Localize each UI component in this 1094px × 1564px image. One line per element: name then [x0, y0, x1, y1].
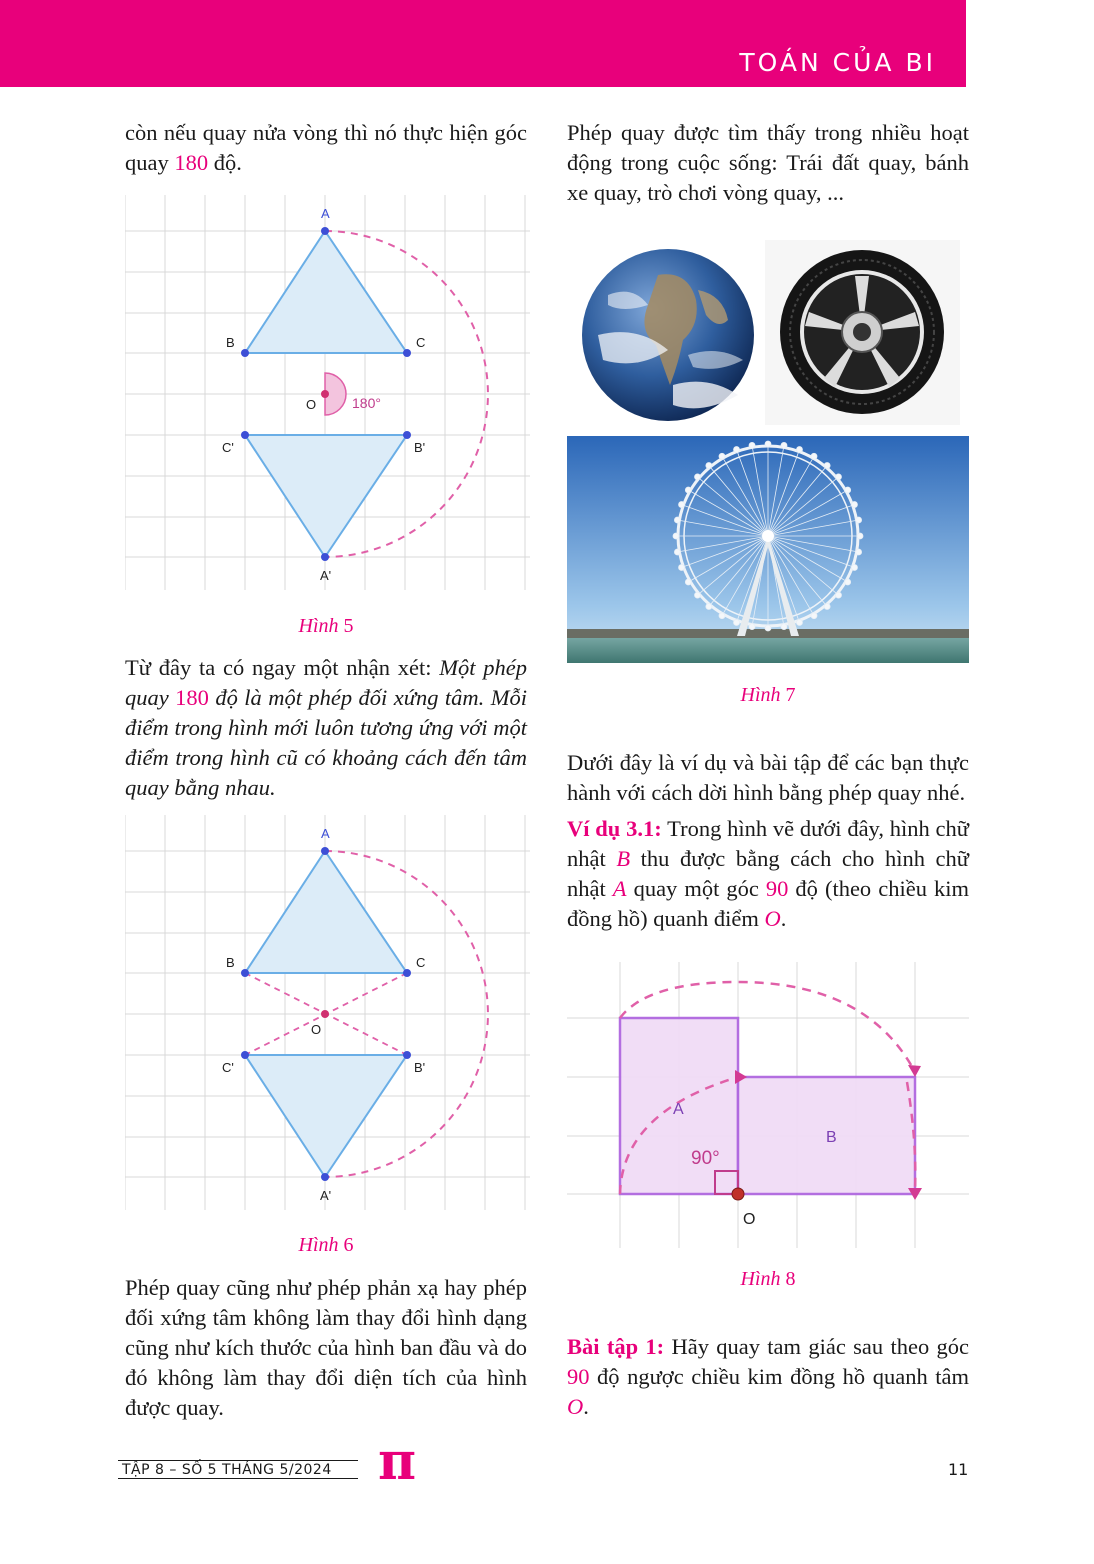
figure-7-caption: Hình 7	[740, 684, 796, 706]
point-o	[321, 1010, 329, 1018]
pi-logo: π	[378, 1431, 417, 1492]
triangle-image	[245, 435, 407, 557]
label-o: O	[743, 1211, 756, 1228]
label-b: B	[826, 1129, 837, 1146]
point-a-prime	[321, 553, 329, 561]
header-bar	[0, 0, 966, 87]
point-a-prime	[321, 1173, 329, 1181]
label-o: O	[306, 397, 317, 412]
paragraph-r1: Phép quay được tìm thấy trong nhiều hoạt động trong cuộc sống: Trái đất quay, bánh xe quay, trò chơi vòng quay, ...	[567, 120, 969, 205]
label-c: C	[416, 335, 426, 350]
point-b	[241, 969, 249, 977]
paragraph-3: Phép quay cũng như phép phản xạ hay phép đối xứng tâm không làm thay đổi hình dạng cũng như kích thước của hình ban đầu và do đó không làm thay đổi diện tích của hình được quay.	[125, 1275, 527, 1420]
paragraph-r2: Dưới đây là ví dụ và bài tập để các bạn thực hành với cách dời hình bằng phép quay nhé.	[567, 750, 969, 805]
issue-label: TẬP 8 – SỐ 5 THÁNG 5/2024	[122, 1462, 332, 1478]
label-a: A	[321, 826, 330, 841]
right-column-3	[567, 1332, 969, 1422]
point-b	[241, 349, 249, 357]
label-b: B	[226, 955, 235, 970]
point-c-prime	[241, 1051, 249, 1059]
triangle-abc	[245, 851, 407, 973]
point-o	[732, 1188, 744, 1200]
exercise-1: Bài tập 1: Hãy quay tam giác sau theo góc 90 độ ngược chiều kim đồng hồ quanh tâm O.	[567, 1334, 969, 1419]
ferris-wheel-image	[567, 436, 969, 663]
point-c	[403, 969, 411, 977]
label-c-prime: C'	[222, 440, 234, 455]
label-a: A	[321, 206, 330, 221]
figure-8	[567, 962, 969, 1248]
figure-5	[125, 195, 530, 590]
label-b-prime: B'	[414, 440, 426, 455]
label-o: O	[311, 1022, 322, 1037]
label-c: C	[416, 955, 426, 970]
figure-6-caption: Hình 6	[298, 1234, 354, 1256]
point-c	[403, 349, 411, 357]
point-b-prime	[403, 1051, 411, 1059]
right-column-2	[567, 748, 969, 934]
left-column-3	[125, 1273, 527, 1423]
label-angle: 180°	[352, 395, 381, 411]
paragraph-1: còn nếu quay nửa vòng thì nó thực hiện góc quay 180 độ.	[125, 120, 527, 175]
page-number: 11	[948, 1460, 969, 1479]
figure-8-caption: Hình 8	[740, 1268, 796, 1290]
left-column	[125, 118, 527, 178]
label-a-prime: A'	[320, 568, 332, 583]
triangle-abc	[245, 231, 407, 353]
right-column	[567, 118, 969, 208]
footer-rule-top	[118, 1460, 358, 1461]
wheel-image	[765, 240, 960, 425]
point-b-prime	[403, 431, 411, 439]
label-angle: 90°	[691, 1148, 720, 1169]
triangle-image	[245, 1055, 407, 1177]
left-column-2	[125, 653, 527, 803]
point-o	[321, 390, 329, 398]
figure-5-caption: Hình 5	[298, 615, 354, 637]
point-a	[321, 847, 329, 855]
example-3-1: Ví dụ 3.1: Trong hình vẽ dưới đây, hình chữ nhật B thu được bằng cách cho hình chữ nhật A quay một góc 90 độ (theo chiều kim đồng hồ) quanh điểm O.	[567, 816, 969, 931]
point-a	[321, 227, 329, 235]
point-c-prime	[241, 431, 249, 439]
footer-rule-bottom	[118, 1478, 358, 1479]
figure-6	[125, 815, 530, 1210]
label-a: A	[673, 1101, 684, 1118]
earth-image	[578, 245, 758, 425]
label-c-prime: C'	[222, 1060, 234, 1075]
label-b: B	[226, 335, 235, 350]
section-title: TOÁN CỦA BI	[739, 48, 936, 77]
label-b-prime: B'	[414, 1060, 426, 1075]
label-a-prime: A'	[320, 1188, 332, 1203]
paragraph-2: Từ đây ta có ngay một nhận xét: Một phép quay 180 độ là một phép đối xứng tâm. Mỗi điểm trong hình mới luôn tương ứng với một điểm trong hình cũ có khoảng cách đến tâm quay bằng nhau.	[125, 655, 527, 800]
